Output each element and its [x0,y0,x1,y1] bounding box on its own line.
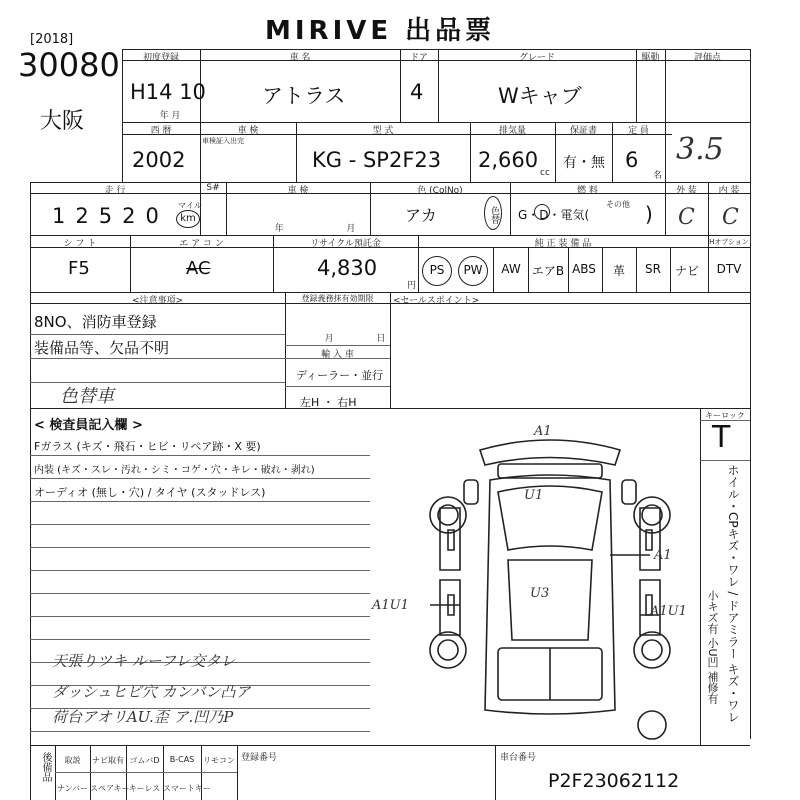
hand-note-3: 荷台アオリAU.歪 ア.凹乃P [52,708,234,726]
form-title: MIRIVE 出品票 [265,16,496,46]
mileage-mark: S# [206,183,220,193]
equipment-label: 純 正 装 備 品 [534,239,592,249]
lot-number: 30080 [18,46,120,84]
frame-label: 車台番号 [500,753,537,763]
grade-label: グレード [518,53,555,63]
mileage-digit: 2 [75,204,99,228]
footer-item: ナビ取有 [92,756,124,765]
hand-note-2: ダッシュヒビ穴 カンバン凸ア [52,683,251,701]
shift-label: シ フ ト [63,239,97,249]
mileage-unit-mile: マイル [178,201,202,210]
mileage-digit: 0 [145,204,169,228]
interior-label: 内 装 [718,186,740,196]
inspection-line-3: オーディオ (無し・穴) / タイヤ (スタッドレス) [34,486,266,499]
shaken-label-2: 車 検 [287,186,309,196]
fuel-d-circle [534,204,550,220]
footer-item: キーレス [128,784,161,793]
warranty-value: 有・無 [563,155,605,171]
model-value: KG - SP2F23 [312,148,442,172]
caution-label: <注意事項> [131,296,184,306]
shaken-label: 車 検 [237,126,259,136]
first-reg-unit: 年 月 [159,111,181,121]
equip-aw: AW [501,262,521,276]
fuel-close: ) [645,202,653,226]
damage-mark-roof: A1 [534,424,552,439]
shift-value: F5 [68,258,90,279]
damage-mark-hood: U1 [524,488,544,503]
inspection-line-1: Fガラス (キズ・飛石・ヒビ・リペア跡・X 要) [34,440,261,453]
model-label: 型 式 [372,126,394,136]
footer-item: ナンバー [56,784,89,793]
exterior-value: C [678,205,695,230]
mileage-digit: 1 [52,204,76,228]
displacement-label: 排気量 [498,126,526,136]
footer-item: ゴムバD [129,756,160,765]
shaken-note: 車検証入出完 [202,137,244,145]
keylock-label: キーロック [705,411,745,420]
fuel-value: G・D・電気( [518,208,590,222]
score-value: 3.5 [676,132,724,167]
mileage-unit-km: km [176,210,200,228]
capacity-label: 定 員 [628,126,649,136]
capacity-value: 6 [625,148,639,172]
keylock-value: T [712,420,731,455]
damage-mark-right-rear: A1U1 [650,604,687,619]
import-label: 輸 入 車 [321,350,354,360]
first-reg-value: H14 10 [130,80,206,104]
fuel-label: 燃 料 [577,186,598,196]
frame-value: P2F23062112 [548,770,680,792]
displacement-unit: cc [540,168,550,178]
equip-airbag: エアB [531,264,565,278]
equip-leather: 革 [612,264,625,278]
import-value: ディーラー・並行 [296,369,384,382]
footer-item: スマートキー [163,784,211,793]
equip-ps: PS [422,256,452,286]
seireki-value: 2002 [132,148,186,172]
handwritten-color-note: 色替車 [60,386,114,407]
equip-navi: ナビ [674,264,699,278]
car-name-value: アトラス [262,84,346,108]
mileage-digits [52,204,169,228]
displacement-value: 2,660 [478,148,539,172]
shaken-unit: 年 月 [274,224,356,234]
caution-line-2: 装備品等、欠品不明 [34,339,170,357]
damage-mark-cabin: U3 [530,586,550,601]
equip-dtv: DTV [716,262,742,276]
drive-label: 駆動 [641,53,660,63]
equip-sr: SR [645,262,661,276]
region: 大阪 [40,109,85,134]
mileage-digit: 5 [98,204,123,228]
mileage-label: 走 行 [104,186,126,196]
caution-line-1: 8NO、消防車登録 [34,313,157,331]
car-name-label: 車 名 [289,53,311,63]
reg-no-label: 登録番号 [241,753,278,763]
car-diagram [420,420,680,740]
grade-value: Wキャブ [498,84,582,108]
recycle-label: リサイクル預託金 [310,239,381,249]
aircon-value: AC [186,258,211,279]
damage-mark-right: A1 [654,548,672,563]
options-label: Hオプション [709,238,749,246]
year-tag: [2018] [30,32,74,47]
handle-value: 左H ・ 右H [300,396,357,409]
hand-note-1: 天張りツキ ルーフレ交タレ [52,652,236,670]
first-reg-label: 初度登録 [142,53,179,63]
exterior-label: 外 装 [676,186,697,196]
score-label: 評価点 [693,53,721,63]
damage-mark-left: A1U1 [372,598,409,613]
side-sub-text: 小キズ有 小U凹 補修有 [706,590,719,705]
doors-value: 4 [410,80,424,104]
footer-item: 取説 [64,756,81,765]
doors-label: ドア [410,53,428,63]
side-vertical-text: ホイル・CPキズ・ワレ / ドアミラー キズ・ワレ [726,464,740,724]
capacity-unit: 名 [653,171,663,181]
reg-expiry-label: 登録義務抹有効期限 [301,294,374,303]
recycle-unit: 円 [407,281,417,291]
color-value: アカ [405,206,437,225]
warranty-label: 保証書 [569,126,597,136]
footer-item: リモコン [203,756,235,765]
color-change-note: 色替 [484,196,502,230]
reg-expiry-unit: 月 日 [324,334,386,344]
sales-point-label: <セールスポイント> [393,296,480,306]
equip-pw: PW [458,256,488,286]
inspection-line-2: 内装 (キズ・スレ・汚れ・シミ・コゲ・穴・キレ・破れ・剥れ) [34,465,315,476]
recycle-value: 4,830 [317,256,378,280]
interior-value: C [722,205,739,230]
footer-item: スペアキー [90,784,130,793]
inspection-label: < 検査員記入欄 > [34,418,143,433]
fuel-other: その他 [606,200,630,209]
footer-item: B-CAS [169,755,195,764]
aircon-label: エ ア コ ン [179,239,224,249]
color-label: 色 (ColNo) [417,186,463,196]
mileage-digit: 2 [122,204,146,228]
equip-abs: ABS [572,262,596,276]
footer-c1: 後備品 [40,752,51,782]
seireki-label: 西 暦 [150,126,172,136]
